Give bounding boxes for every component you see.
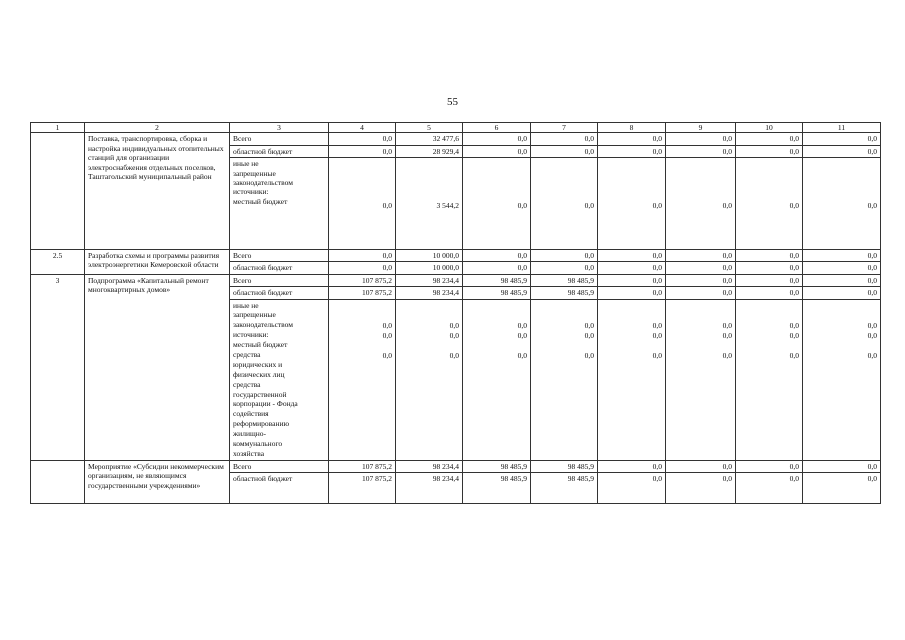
table-cell: 0,0 — [666, 274, 736, 286]
cell-value: 0,0 — [789, 201, 799, 211]
table-cell: 98 234,4 — [396, 274, 463, 286]
cell-value: 0,0 — [517, 350, 527, 360]
column-header: 5 — [396, 123, 463, 133]
table-cell: 0,0 — [598, 274, 666, 286]
source-label-line: местный бюджет — [233, 196, 288, 206]
table-cell: 0,0 — [736, 287, 803, 299]
source-label: областной бюджет — [230, 262, 329, 274]
table-cell: 98 485,9 — [463, 274, 531, 286]
column-header: 8 — [598, 123, 666, 133]
table-cell — [736, 299, 803, 460]
cell-value: 0,0 — [517, 320, 527, 330]
cell-value: 0,0 — [382, 201, 392, 211]
cell-value: 0,0 — [652, 320, 662, 330]
source-label-group — [230, 158, 329, 250]
source-label-line: корпорации - Фонда — [233, 399, 298, 409]
table-cell: 0,0 — [666, 262, 736, 274]
source-label: Всего — [230, 133, 329, 145]
table-cell: 107 875,2 — [329, 473, 396, 504]
source-label-line: иные не — [233, 300, 259, 310]
cell-value: 0,0 — [722, 320, 732, 330]
table-cell — [803, 299, 881, 460]
table-cell: 0,0 — [598, 460, 666, 472]
source-label-line: иные не — [233, 159, 259, 169]
table-cell: 0,0 — [463, 133, 531, 145]
source-label-line: законодательством — [233, 320, 294, 330]
table-cell: 0,0 — [666, 133, 736, 145]
table-cell: 107 875,2 — [329, 274, 396, 286]
cell-value: 0,0 — [867, 320, 877, 330]
source-label-line: запрещенные — [233, 310, 276, 320]
table-cell: 0,0 — [803, 262, 881, 274]
cell-value: 0,0 — [789, 330, 799, 340]
table-cell: 10 000,0 — [396, 250, 463, 262]
source-label-line: источники: — [233, 330, 269, 340]
column-header: 4 — [329, 123, 396, 133]
cell-value: 0,0 — [722, 350, 732, 360]
table-cell: 0,0 — [598, 133, 666, 145]
row-name: Мероприятие «Субсидии некоммерческим организациям, не являющимся государственными учреждениями» — [85, 460, 230, 503]
table-cell — [329, 158, 396, 250]
row-name: Разработка схемы и программы развития электроэнергетики Кемеровской области — [85, 250, 230, 275]
table-cell — [736, 158, 803, 250]
table-cell: 98 485,9 — [463, 460, 531, 472]
source-label: Всего — [230, 274, 329, 286]
table-cell: 0,0 — [736, 250, 803, 262]
cell-value: 0,0 — [867, 201, 877, 211]
table-cell: 0,0 — [803, 145, 881, 157]
table-cell — [329, 299, 396, 460]
source-label-line: источники: — [233, 187, 269, 197]
cell-value: 0,0 — [789, 320, 799, 330]
cell-value: 0,0 — [652, 350, 662, 360]
table-row — [31, 460, 881, 472]
source-label: Всего — [230, 250, 329, 262]
column-header: 3 — [230, 123, 329, 133]
source-label-line: хозяйства — [233, 448, 265, 458]
table-cell: 0,0 — [736, 460, 803, 472]
cell-value: 0,0 — [584, 330, 594, 340]
table-cell: 0,0 — [598, 250, 666, 262]
column-header: 11 — [803, 123, 881, 133]
table-row — [31, 133, 881, 145]
table-cell — [666, 158, 736, 250]
table-cell: 0,0 — [598, 145, 666, 157]
row-number: 3 — [31, 274, 85, 460]
table-cell: 0,0 — [531, 250, 598, 262]
table-cell: 0,0 — [463, 145, 531, 157]
table-cell: 107 875,2 — [329, 460, 396, 472]
source-label-line: средства — [233, 379, 261, 389]
table-row — [31, 274, 881, 286]
table-cell: 0,0 — [598, 473, 666, 504]
table-cell: 0,0 — [803, 250, 881, 262]
source-label-line: государственной — [233, 389, 287, 399]
table-cell: 98 234,4 — [396, 460, 463, 472]
row-number — [31, 460, 85, 503]
table-cell — [531, 299, 598, 460]
table-cell: 98 485,9 — [531, 460, 598, 472]
source-label-line: физических лиц — [233, 369, 285, 379]
source-label-line: запрещенные — [233, 168, 276, 178]
row-number — [31, 133, 85, 250]
source-label-line: средства — [233, 349, 261, 359]
budget-table — [30, 122, 881, 504]
table-cell: 0,0 — [666, 460, 736, 472]
cell-value: 0,0 — [867, 330, 877, 340]
table-cell: 98 485,9 — [463, 287, 531, 299]
table-cell: 0,0 — [329, 262, 396, 274]
spacer — [233, 206, 325, 248]
column-header: 6 — [463, 123, 531, 133]
table-cell: 0,0 — [736, 274, 803, 286]
source-label-line: юридических и — [233, 359, 283, 369]
source-label-group — [230, 299, 329, 460]
table-cell: 28 929,4 — [396, 145, 463, 157]
table-cell: 0,0 — [531, 262, 598, 274]
table-cell: 0,0 — [736, 133, 803, 145]
source-label: Всего — [230, 460, 329, 472]
source-label: областной бюджет — [230, 287, 329, 299]
table-cell: 0,0 — [736, 262, 803, 274]
source-label-line: коммунального — [233, 438, 283, 448]
table-cell: 0,0 — [736, 145, 803, 157]
table-cell — [666, 299, 736, 460]
table-cell: 98 485,9 — [531, 274, 598, 286]
table-cell: 0,0 — [803, 274, 881, 286]
table-row — [31, 250, 881, 262]
source-label-line: жилищно- — [233, 429, 266, 439]
table-cell: 0,0 — [666, 473, 736, 504]
column-header: 2 — [85, 123, 230, 133]
table-cell: 0,0 — [666, 145, 736, 157]
table-cell: 0,0 — [666, 250, 736, 262]
table-cell: 107 875,2 — [329, 287, 396, 299]
cell-value: 0,0 — [584, 201, 594, 211]
table-cell: 0,0 — [463, 250, 531, 262]
cell-value: 0,0 — [382, 350, 392, 360]
cell-value: 0,0 — [652, 330, 662, 340]
table-cell: 0,0 — [736, 473, 803, 504]
header-row — [31, 123, 881, 133]
table-cell: 32 477,6 — [396, 133, 463, 145]
source-label-line: реформированию — [233, 419, 290, 429]
table-cell: 98 485,9 — [463, 473, 531, 504]
table-cell: 0,0 — [531, 133, 598, 145]
column-header: 1 — [31, 123, 85, 133]
table-cell — [598, 299, 666, 460]
source-label-line: местный бюджет — [233, 340, 288, 350]
cell-value: 0,0 — [382, 330, 392, 340]
row-name: Поставка, транспортировка, сборка и настройка индивидуальных отопительных станций для организации электроснабжения отдельных поселков, Таштагольский муниципальный район — [85, 133, 230, 250]
cell-value: 0,0 — [584, 350, 594, 360]
table-cell: 0,0 — [329, 250, 396, 262]
page-number: 55 — [447, 96, 458, 108]
cell-value: 0,0 — [449, 320, 459, 330]
table-cell: 0,0 — [329, 145, 396, 157]
cell-value: 0,0 — [652, 201, 662, 211]
cell-value: 0,0 — [449, 330, 459, 340]
table-cell: 10 000,0 — [396, 262, 463, 274]
table-cell: 0,0 — [666, 287, 736, 299]
column-header: 10 — [736, 123, 803, 133]
cell-value: 0,0 — [722, 330, 732, 340]
table-cell — [463, 299, 531, 460]
table-cell: 98 234,4 — [396, 287, 463, 299]
table-cell: 0,0 — [803, 460, 881, 472]
table-cell: 0,0 — [598, 262, 666, 274]
table-cell: 0,0 — [803, 133, 881, 145]
table-cell — [396, 158, 463, 250]
cell-value: 0,0 — [789, 350, 799, 360]
table-cell — [463, 158, 531, 250]
table-cell — [598, 158, 666, 250]
cell-value: 0,0 — [517, 330, 527, 340]
table-cell — [531, 158, 598, 250]
cell-value: 0,0 — [867, 350, 877, 360]
table-cell — [803, 158, 881, 250]
cell-value: 0,0 — [722, 201, 732, 211]
table-cell: 98 234,4 — [396, 473, 463, 504]
source-label: областной бюджет — [230, 473, 329, 504]
source-label: областной бюджет — [230, 145, 329, 157]
table-cell: 0,0 — [803, 287, 881, 299]
table-cell: 0,0 — [531, 145, 598, 157]
table-cell: 0,0 — [803, 473, 881, 504]
source-label-line: законодательством — [233, 177, 294, 187]
table-cell: 0,0 — [463, 262, 531, 274]
cell-value: 0,0 — [584, 320, 594, 330]
cell-value: 0,0 — [382, 320, 392, 330]
row-number: 2.5 — [31, 250, 85, 275]
row-name: Подпрограмма «Капитальный ремонт многоквартирных домов» — [85, 274, 230, 460]
table-cell: 0,0 — [598, 287, 666, 299]
cell-value: 0,0 — [449, 350, 459, 360]
column-header: 9 — [666, 123, 736, 133]
table-cell: 98 485,9 — [531, 287, 598, 299]
table-cell: 0,0 — [329, 133, 396, 145]
table-cell: 98 485,9 — [531, 473, 598, 504]
cell-value: 0,0 — [517, 201, 527, 211]
column-header: 7 — [531, 123, 598, 133]
cell-value: 3 544,2 — [436, 201, 459, 211]
source-label-line: содействия — [233, 409, 269, 419]
table-cell — [396, 299, 463, 460]
